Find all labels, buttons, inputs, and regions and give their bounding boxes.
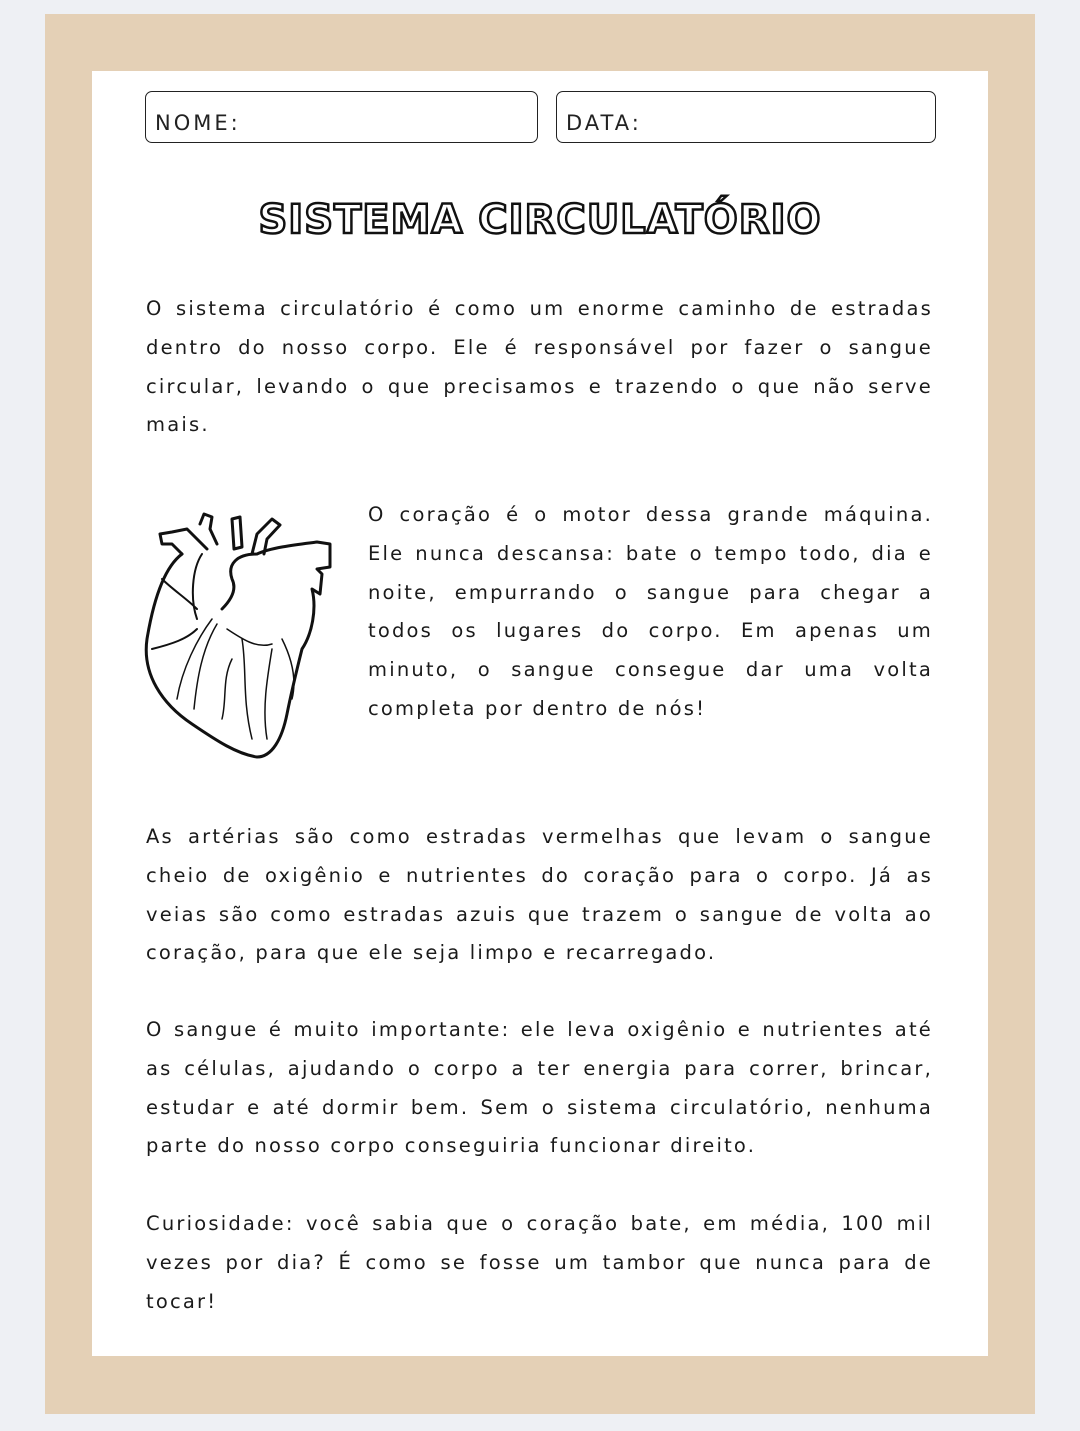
paragraph-heart: O coração é o motor dessa grande máquina. Ele nunca descansa: bate o tempo todo, dia e noite, empurrando o sangue para chegar a todos os lugares do corpo. Em apenas um minuto, o sangue consegue dar uma volta completa por dentro de nós!	[368, 503, 933, 720]
worksheet-page	[92, 71, 988, 1356]
name-field[interactable]	[145, 91, 538, 143]
date-label: DATA:	[566, 111, 642, 135]
name-label: NOME:	[155, 111, 241, 135]
date-field[interactable]	[556, 91, 936, 143]
paragraph-intro: O sistema circulatório é como um enorme caminho de estradas dentro do nosso corpo. Ele é responsável por fazer o sangue circular, levando o que precisamos e trazendo o que não serve mais.	[146, 297, 933, 437]
page-title: SISTEMA CIRCULATÓRIO	[258, 197, 822, 243]
paragraph-arteries: As artérias são como estradas vermelhas que levam o sangue cheio de oxigênio e nutrientes do coração para o corpo. Já as veias são como estradas azuis que trazem o sangue de volta ao coração, para que ele seja limpo e recarregado.	[146, 825, 933, 965]
heart-illustration	[142, 499, 342, 761]
paragraph-blood: O sangue é muito importante: ele leva oxigênio e nutrientes até as células, ajudando o corpo a ter energia para correr, brincar, estudar e até dormir bem. Sem o sistema circulatório, nenhuma parte do nosso corpo conseguiria funcionar direito.	[146, 1018, 933, 1158]
paragraph-curiosity: Curiosidade: você sabia que o coração bate, em média, 100 mil vezes por dia? É como se fosse um tambor que nunca para de tocar!	[146, 1212, 933, 1313]
